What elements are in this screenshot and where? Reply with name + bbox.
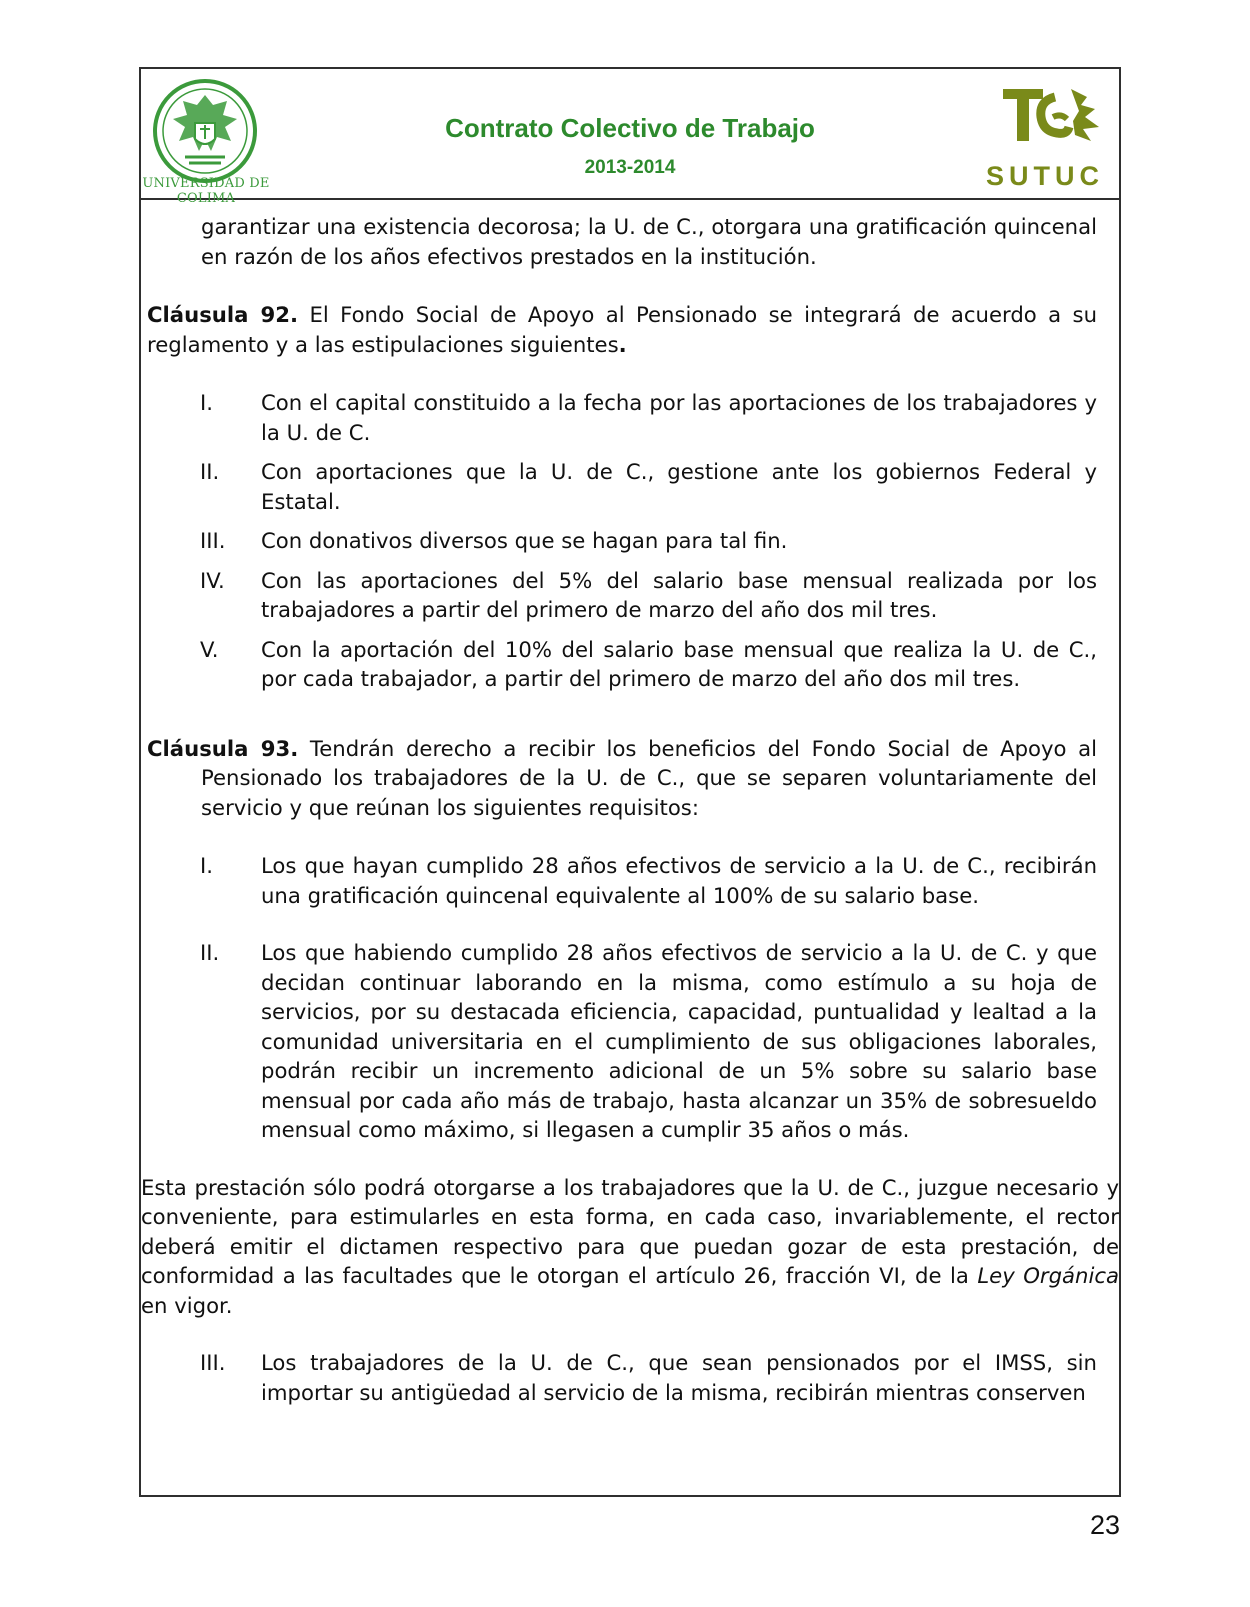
page-frame	[139, 67, 1121, 1497]
sub-paragraph-text: Esta prestación sólo podrá otorgarse a los trabajadores que la U. de C., juzgue necesario y conveniente, para estimularles en esta forma, en cada caso, invariablemente, el rector deberá emitir el dictamen respectivo para que puedan gozar de esta prestación, de conformidad a las facultades que le otorgan el artículo 26, fracción VI, de la	[141, 1174, 1119, 1288]
document-years: 2013-2014	[584, 157, 676, 178]
item-number: I.	[200, 390, 213, 415]
clause-92-label: Cláusula 92.	[147, 302, 299, 327]
list-item	[200, 635, 1097, 694]
item-number: V.	[200, 636, 219, 662]
list-item	[200, 566, 1097, 625]
item-number: IV.	[200, 567, 225, 593]
ley-organica-reference: Ley Orgánica	[977, 1263, 1119, 1288]
clause-93	[147, 734, 1097, 823]
sutuc-logo	[995, 83, 1105, 163]
item-number: II.	[200, 940, 220, 965]
item-text: Con las aportaciones del 5% del salario base mensual realizada por los trabajadores a partir del primero de marzo del año dos mil tres.	[261, 567, 1097, 622]
page-number: 23	[1089, 1510, 1120, 1540]
clause-93-text: Tendrán derecho a recibir los beneficios del Fondo Social de Apoyo al Pensionado los trabajadores de la U. de C., que se separen voluntariamente del servicio y que reúnan los siguientes requisitos:	[201, 735, 1098, 820]
list-item	[200, 457, 1097, 516]
sutuc-logo-text: SUTUC	[986, 161, 1104, 191]
item-text: Los que hayan cumplido 28 años efectivos de servicio a la U. de C., recibirán una gratificación quincenal equivalente al 100% de su salario base.	[261, 853, 1097, 908]
clause-93-label: Cláusula 93.	[147, 735, 299, 761]
list-item	[200, 388, 1097, 447]
item-number: I.	[200, 853, 213, 878]
document-title: Contrato Colectivo de Trabajo	[445, 113, 815, 143]
intro-continuation: garantizar una existencia decorosa; la U. de C., otorgara una gratificación quincenal en razón de los años efectivos prestados en la institución.	[201, 214, 1097, 269]
clause-92-list	[141, 388, 1119, 694]
clause-92	[147, 300, 1097, 359]
clause-92-text: El Fondo Social de Apoyo al Pensionado se integrará de acuerdo a su reglamento y a las estipulaciones siguientes	[147, 302, 1097, 357]
document-body	[141, 212, 1119, 1407]
list-item	[200, 851, 1097, 910]
clause-93-list-continued	[141, 1348, 1119, 1407]
clause-93-list	[141, 851, 1119, 1145]
item-number: III.	[200, 1350, 226, 1375]
item-text: Con donativos diversos que se hagan para tal fin.	[261, 528, 788, 553]
clause-92-end: .	[618, 331, 627, 357]
item-text: Con el capital constituido a la fecha por las aportaciones de los trabajadores y la U. de C.	[261, 390, 1097, 445]
udc-logo-caption: UNIVERSIDAD DE COLIMA	[142, 176, 270, 206]
item-text: Los trabajadores de la U. de C., que sean pensionados por el IMSS, sin importar su antigüedad al servicio de la misma, recibirán mientras conserven	[261, 1350, 1097, 1405]
list-item	[200, 938, 1097, 1145]
clause-93-sub-paragraph	[141, 1173, 1119, 1321]
item-text: Con aportaciones que la U. de C., gestione ante los gobiernos Federal y Estatal.	[261, 459, 1097, 514]
sub-paragraph-end: en vigor.	[141, 1292, 233, 1318]
item-number: III.	[200, 528, 226, 553]
list-item	[200, 526, 1097, 556]
item-number: II.	[200, 459, 220, 484]
document-header	[141, 69, 1119, 206]
list-item	[200, 1348, 1097, 1407]
item-text: Los que habiendo cumplido 28 años efectivos de servicio a la U. de C. y que decidan continuar laborando en la misma, como estímulo a su hoja de servicios, por su destacada eficiencia, capacidad, puntualidad y lealtad a la comunidad universitaria en el cumplimiento de sus obligaciones laborales, podrán recibir un incremento adicional de un 5% sobre su salario base mensual por cada año más de trabajo, hasta alcanzar un 35% de sobresueldo mensual como máximo, si llegasen a cumplir 35 años o más.	[261, 940, 1097, 1142]
item-text: Con la aportación del 10% del salario base mensual que realiza la U. de C., por cada trabajador, a partir del primero de marzo del año dos mil tres.	[261, 636, 1097, 691]
